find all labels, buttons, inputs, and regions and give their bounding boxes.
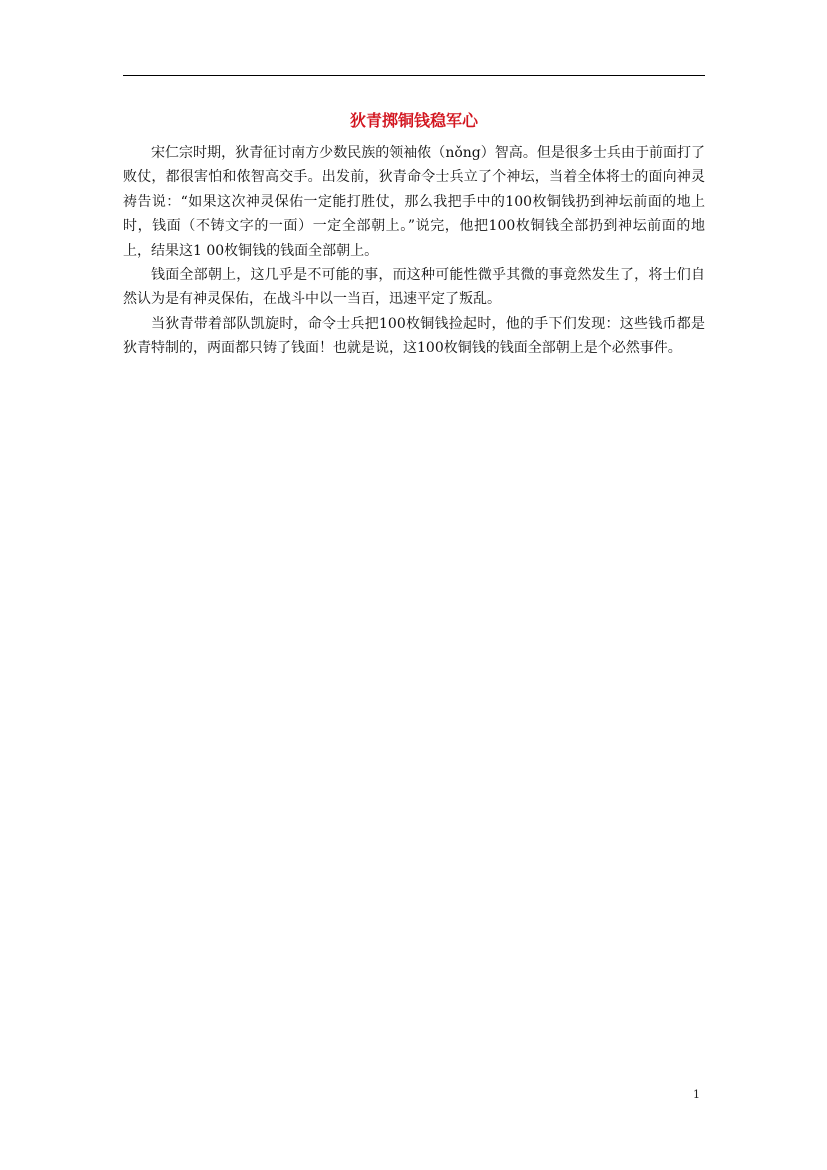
- paragraph-1: 宋仁宗时期，狄青征讨南方少数民族的领袖侬（nǒng）智高。但是很多士兵由于前面打了败仗，都很害怕和侬智高交手。出发前，狄青命令士兵立了个神坛，当着全体将士的面向神灵祷告说：“如果这次神灵保佑一定能打胜仗，那么我把手中的100枚铜钱扔到神坛前面的地上时，钱面（不铸文字的一面）一定全部朝上。”说完，他把100枚铜钱全部扔到神坛前面的地上，结果这1 00枚铜钱的钱面全部朝上。: [123, 145, 705, 259]
- paragraph-2: 钱面全部朝上，这几乎是不可能的事，而这种可能性微乎其微的事竟然发生了，将士们自然认为是有神灵保佑，在战斗中以一当百，迅速平定了叛乱。: [123, 267, 705, 308]
- header-rule: [123, 75, 705, 76]
- paragraph-3: 当狄青带着部队凯旋时，命令士兵把100枚铜钱捡起时，他的手下们发现：这些钱币都是狄青特制的，两面都只铸了钱面！也就是说，这100枚铜钱的钱面全部朝上是个必然事件。: [123, 315, 705, 357]
- document-title: 狄青掷铜钱稳军心: [349, 111, 478, 130]
- page-number: 1: [693, 1088, 700, 1101]
- document-body: [123, 141, 705, 361]
